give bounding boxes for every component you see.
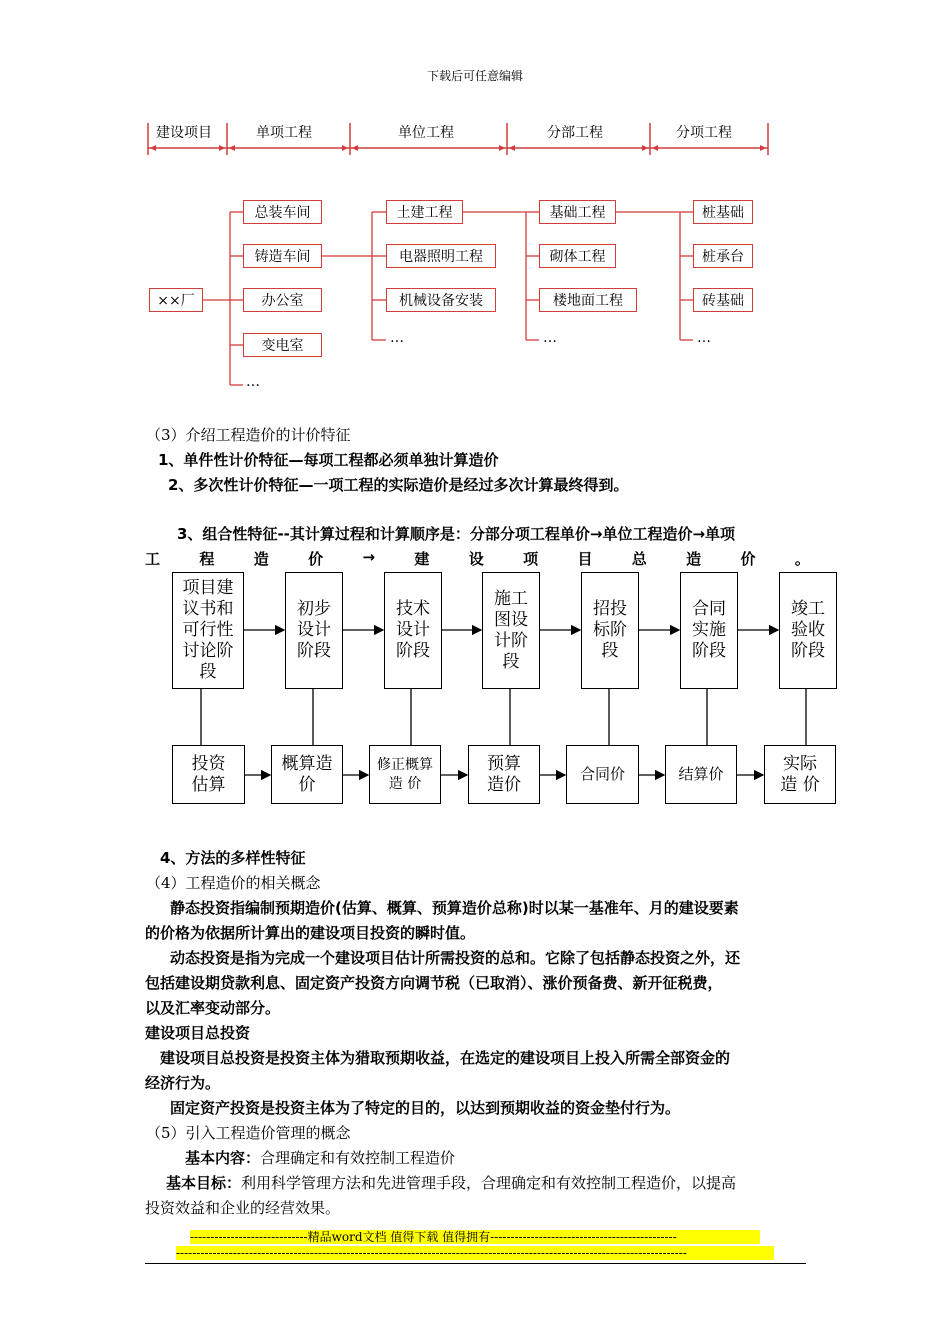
tree-root-node: ××厂 [149,288,203,312]
list-item: 4、方法的多样性特征 [160,849,306,867]
timeline-label: 建设项目 [156,125,212,141]
timeline-label: 分部工程 [547,125,603,141]
flow-price-box: 实际 造 价 [764,745,836,804]
tree-more: … [543,330,557,346]
flow-stage-box: 项目建 议书和 可行性 讨论阶 段 [172,572,244,689]
tree-node-col1: 总装车间 [243,200,322,224]
tree-node-col2: 土建工程 [386,200,463,224]
tree-more: … [246,374,260,390]
paragraph-line: 动态投资是指为完成一个建设项目估计所需投资的总和。它除了包括静态投资之外，还 [170,949,741,967]
tree-more: … [697,330,711,346]
paragraph-line [166,1171,810,1196]
inline-text: 利用科学管理方法和先进管理手段，合理确定和有效控制工程造价，以提高 [241,1174,737,1192]
footer-rule [145,1263,806,1264]
inline-label: 基本目标： [166,1174,242,1192]
inline-label: 基本内容： [185,1149,261,1167]
tree-node-col1: 变电室 [243,333,322,357]
subheading: 建设项目总投资 [145,1024,251,1042]
flow-price-box: 结算价 [665,745,737,804]
timeline-label: 单位工程 [398,125,454,141]
flow-stage-box: 施工 图设 计阶 段 [482,572,540,689]
timeline-ruler [0,115,950,160]
tree-node-col3: 楼地面工程 [539,288,637,312]
tree-node-col2: 机械设备安装 [386,288,496,312]
section-heading: （4）工程造价的相关概念 [146,874,321,892]
tree-node-col4: 桩基础 [693,200,753,224]
flow-stage-box: 竣工 验收 阶段 [779,572,837,689]
tree-node-col3: 基础工程 [539,200,616,224]
paragraph-line: 投资效益和企业的经营效果。 [145,1199,341,1217]
section-heading: （3）介绍工程造价的计价特征 [146,426,351,444]
paragraph-line: 包括建设期贷款利息、固定资产投资方向调节税（已取消）、涨价预备费、新开征税费， [145,974,723,992]
tree-node-col3: 砌体工程 [539,244,616,268]
paragraph-line [185,1146,805,1171]
section-heading: （5）引入工程造价管理的概念 [146,1124,351,1142]
tree-node-col2: 电器照明工程 [386,244,496,268]
paragraph-line: 经济行为。 [145,1074,221,1092]
flow-stage-box: 初步 设计 阶段 [285,572,343,689]
timeline-label: 单项工程 [256,125,312,141]
flow-stage-box: 招投 标阶 段 [581,572,639,689]
page-header: 下载后可任意编辑 [426,69,523,83]
list-item: 3、组合性特征--其计算过程和计算顺序是：分部分项工程单价→单位工程造价→单项 [177,525,736,543]
tree-node-col4: 桩承台 [693,244,753,268]
flow-price-box: 概算造 价 [271,745,343,804]
paragraph-line: 建设项目总投资是投资主体为猎取预期收益，在选定的建设项目上投入所需全部资金的 [160,1049,731,1067]
footer-banner: ------------------------------------------------------------------------------------------------------------------------------ [176,1246,774,1260]
flow-price-box: 修正概算 造 价 [369,745,441,804]
list-item: 2、多次性计价特征—一项工程的实际造价是经过多次计算最终得到。 [168,476,629,494]
flow-price-box: 预算 造价 [468,745,540,804]
flow-stage-box: 技术 设计 阶段 [384,572,442,689]
tree-more: … [390,330,404,346]
flow-price-box: 合同价 [566,745,639,804]
inline-text: 合理确定和有效控制工程造价 [260,1149,456,1167]
paragraph-line: 固定资产投资是投资主体为了特定的目的，以达到预期收益的资金垫付行为。 [170,1099,681,1117]
timeline-label: 分项工程 [676,125,732,141]
paragraph-line: 的价格为依据所计算出的建设项目投资的瞬时值。 [145,924,476,942]
flow-stage-box: 合同 实施 阶段 [680,572,738,689]
paragraph-line: 以及汇率变动部分。 [145,999,281,1017]
flow-price-box: 投资 估算 [172,745,245,804]
tree-node-col1: 办公室 [243,288,322,312]
paragraph-line: 静态投资指编制预期造价(估算、概算、预算造价总称)时以某一基准年、月的建设要素 [170,899,739,917]
tree-node-col1: 铸造车间 [243,244,322,268]
list-item: 1、单件性计价特征—每项工程都必须单独计算造价 [158,451,499,469]
tree-node-col4: 砖基础 [693,288,753,312]
footer-banner: -----------------------------精品word文档 值得下载 值得拥有---------------------------------------------- [190,1230,760,1244]
justified-line: 工 程 造 价 → 建 设 项 目 总 造 价 。 [145,548,810,568]
